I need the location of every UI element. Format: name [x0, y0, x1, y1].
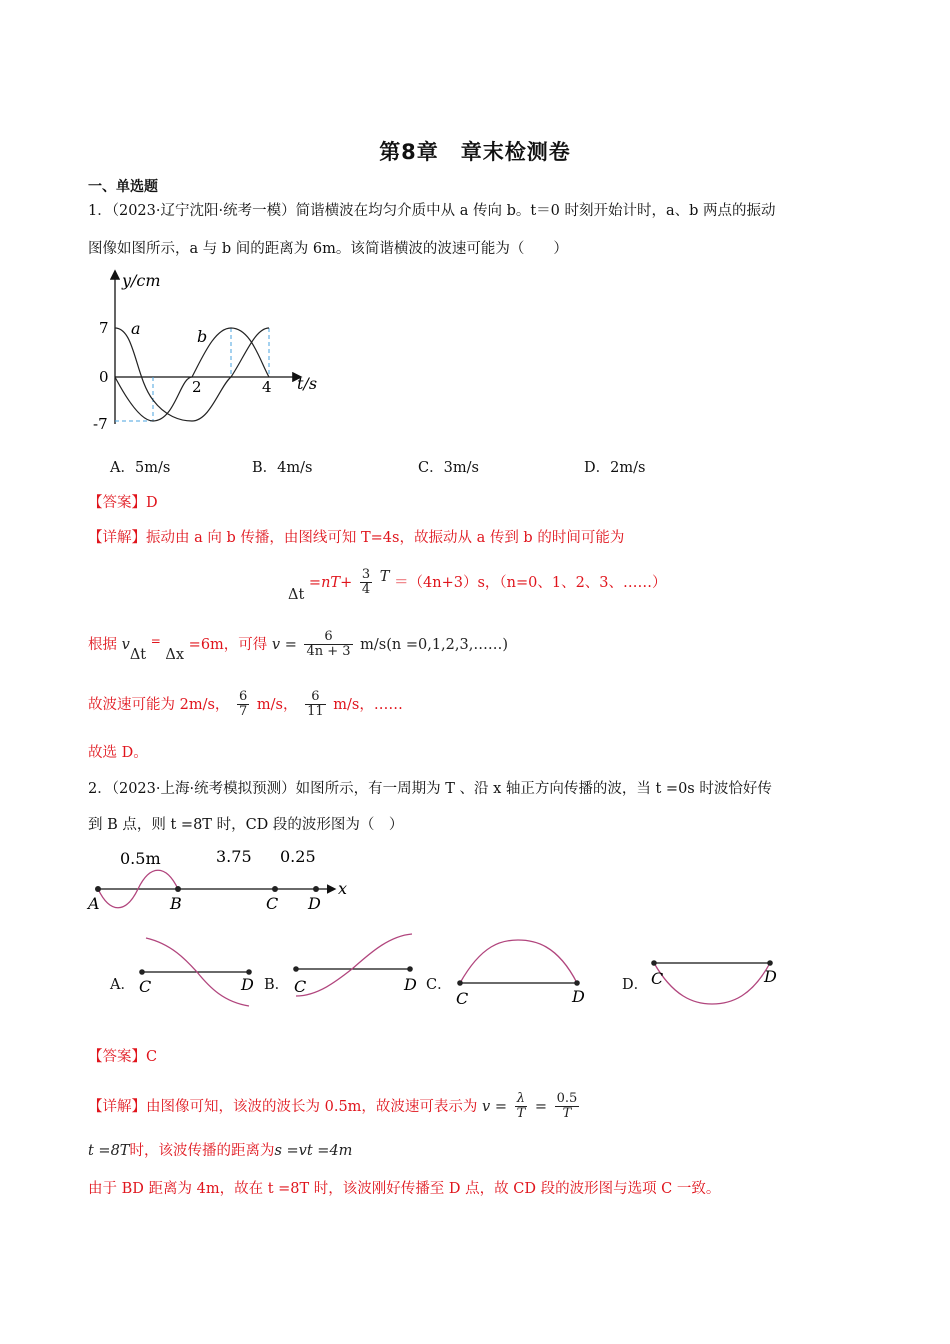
q2-detail2-text: 时，该波传播的距离为	[129, 1143, 275, 1159]
q2-point-d: D	[308, 894, 321, 913]
q2-detail-line3: 由于 BD 距离为 4m，故在 t =8T 时，该波刚好传播至 D 点，故 CD 段的波形图与选项 C 一致。	[88, 1181, 721, 1197]
q2-option-b-c: C	[294, 977, 307, 996]
q2-detail2-formula: s =vt =4m	[274, 1143, 353, 1159]
q1-detail2-prefix: 根据	[88, 636, 117, 653]
q1-detail2-dt: Δt	[129, 646, 147, 663]
q2-option-b-graph	[288, 930, 418, 1005]
q1-conclusion: 故选 D。	[88, 745, 148, 761]
q1-detail-line3	[88, 690, 403, 720]
q2-option-d-graph	[648, 954, 788, 1014]
q2-option-d-c: C	[651, 969, 664, 988]
q1-answer-value: D	[146, 495, 158, 511]
q2-answer-value: C	[146, 1049, 158, 1065]
q2-detail1-frac2-den: T	[562, 1106, 572, 1122]
q1-option-d[interactable]: D．2m/s	[584, 460, 646, 476]
q1-curve-b-label: b	[197, 327, 208, 346]
q1-y-axis-label: y/cm	[122, 271, 161, 290]
q1-detail3-prefix: 故波速可能为 2m/s，	[88, 696, 230, 713]
q2-label-025: 0.25	[280, 847, 316, 866]
q2-stem-line2: 到 B 点，则 t =8T 时，CD 段的波形图为（ ）	[88, 817, 404, 833]
q1-formula1-frac-den: 4	[361, 582, 371, 598]
q2-answer	[88, 1050, 157, 1065]
q1-y-tick-neg7: -7	[93, 415, 108, 433]
section-heading: 一、单选题	[88, 179, 158, 195]
q2-option-c[interactable]: C．	[426, 977, 452, 993]
q2-detail-tag: 【详解】	[88, 1098, 146, 1115]
q2-option-a-c: C	[139, 977, 152, 996]
q1-detail2-eq2: =6m，可得	[188, 636, 268, 653]
q1-detail3-frac2-den: 11	[307, 704, 324, 720]
q2-option-a-d: D	[241, 975, 254, 994]
q2-detail-line1	[88, 1092, 582, 1122]
q1-detail2-frac	[304, 630, 352, 660]
q2-option-c-c: C	[456, 989, 469, 1008]
q1-detail3-frac2	[305, 690, 326, 720]
q1-answer-tag: 【答案】	[88, 495, 146, 511]
q2-label-wavelength: 0.5m	[120, 849, 161, 868]
q1-detail3-frac1	[237, 690, 249, 720]
q1-detail3-frac2-num: 6	[305, 690, 326, 705]
q1-detail3-frac1-den: 7	[239, 704, 248, 720]
q2-detail1-frac2-num: 0.5	[556, 1091, 578, 1106]
q1-formula-1	[288, 567, 667, 603]
q1-detail3-frac1-num: 6	[239, 689, 248, 704]
q1-stem-line1: 1．（2023·辽宁沈阳·统考一模）简谐横波在均匀介质中从 a 传向 b。t＝0 时刻开始计时，a、b 两点的振动	[88, 203, 776, 219]
q2-option-d-d: D	[764, 967, 777, 986]
q2-option-a[interactable]: A．	[110, 977, 135, 993]
q1-detail2-eq: =	[150, 633, 161, 648]
q2-detail-text1: 由图像可知，该波的波长为 0.5m，故波速可表示为	[146, 1098, 478, 1115]
q1-vibration-graph	[85, 266, 330, 446]
q1-detail2-v2: v =	[271, 636, 297, 653]
q1-detail2-frac-num: 6	[304, 630, 352, 645]
q2-detail1-frac2	[555, 1092, 580, 1122]
q1-formula1-dt: Δt	[288, 586, 305, 603]
q1-y-tick-7: 7	[99, 319, 109, 337]
q1-x-tick-2: 2	[192, 378, 202, 396]
q1-detail-text1: 振动由 a 向 b 传播，由图线可知 T=4s，故振动从 a 传到 b 的时间可能为	[146, 530, 625, 546]
q1-detail2-v: v	[121, 636, 130, 653]
q2-detail1-frac1	[515, 1092, 528, 1122]
q2-option-c-graph	[452, 934, 592, 1009]
q1-curve-a	[115, 328, 269, 421]
page-title: 第8章 章末检测卷	[379, 140, 571, 164]
q2-point-c: C	[266, 894, 279, 913]
q2-option-d[interactable]: D．	[622, 977, 649, 993]
q1-detail3-tail: m/s，……	[333, 696, 403, 713]
q1-x-axis-label: t/s	[297, 374, 318, 393]
q1-detail-line1	[88, 531, 624, 546]
q1-formula1-frac	[360, 568, 372, 598]
q2-option-b-d: D	[404, 975, 417, 994]
q1-option-b[interactable]: B．4m/s	[252, 460, 313, 476]
q2-label-375: 3.75	[216, 847, 252, 866]
q1-x-tick-4: 4	[262, 378, 272, 396]
q1-detail2-frac-den: 4n + 3	[306, 644, 351, 660]
q1-formula1-mid: =nT+	[308, 574, 353, 591]
q1-detail3-mid: m/s，	[256, 696, 298, 713]
q2-point-b: B	[170, 894, 182, 913]
q2-detail2-t: t =8T	[88, 1143, 130, 1159]
q2-option-b[interactable]: B．	[264, 977, 290, 993]
q2-detail-line2	[88, 1144, 352, 1159]
q2-detail1-v: v =	[482, 1098, 507, 1115]
q1-curve-a-label: a	[131, 319, 141, 338]
q2-detail1-eq: =	[534, 1098, 548, 1115]
q2-stem-line1: 2．（2023·上海·统考模拟预测）如图所示，有一周期为 T 、沿 x 轴正方向传播的波，当 t =0s 时波恰好传	[88, 781, 772, 797]
q1-curve-b	[115, 328, 269, 421]
q1-detail-line2	[88, 629, 508, 663]
q1-y-tick-0: 0	[99, 368, 109, 386]
q2-axis-x: x	[338, 879, 348, 898]
q2-answer-tag: 【答案】	[88, 1049, 146, 1065]
q1-formula1-frac-num: 3	[361, 567, 371, 582]
q2-point-a: A	[88, 894, 100, 913]
q1-detail2-dx: Δx	[165, 646, 185, 663]
q2-option-c-d: D	[572, 987, 585, 1006]
q2-detail1-frac1-num: λ	[515, 1092, 528, 1107]
q1-detail-tag: 【详解】	[88, 530, 146, 546]
q1-stem-line2: 图像如图所示，a 与 b 间的距离为 6m。该简谐横波的波速可能为（ ）	[88, 241, 568, 257]
q2-detail1-frac1-den: T	[516, 1106, 526, 1122]
q1-option-c[interactable]: C．3m/s	[418, 460, 479, 476]
q1-formula1-right: ＝（4n+3）s，（n=0、1、2、3、……）	[394, 574, 667, 591]
q2-option-a-graph	[132, 936, 257, 1011]
q1-option-a[interactable]: A．5m/s	[110, 460, 171, 476]
q1-answer	[88, 496, 158, 511]
q2-wave-figure	[86, 842, 366, 917]
q1-detail2-tail: m/s(n =0,1,2,3,……)	[360, 636, 508, 653]
q1-formula1-t: T	[379, 568, 390, 585]
